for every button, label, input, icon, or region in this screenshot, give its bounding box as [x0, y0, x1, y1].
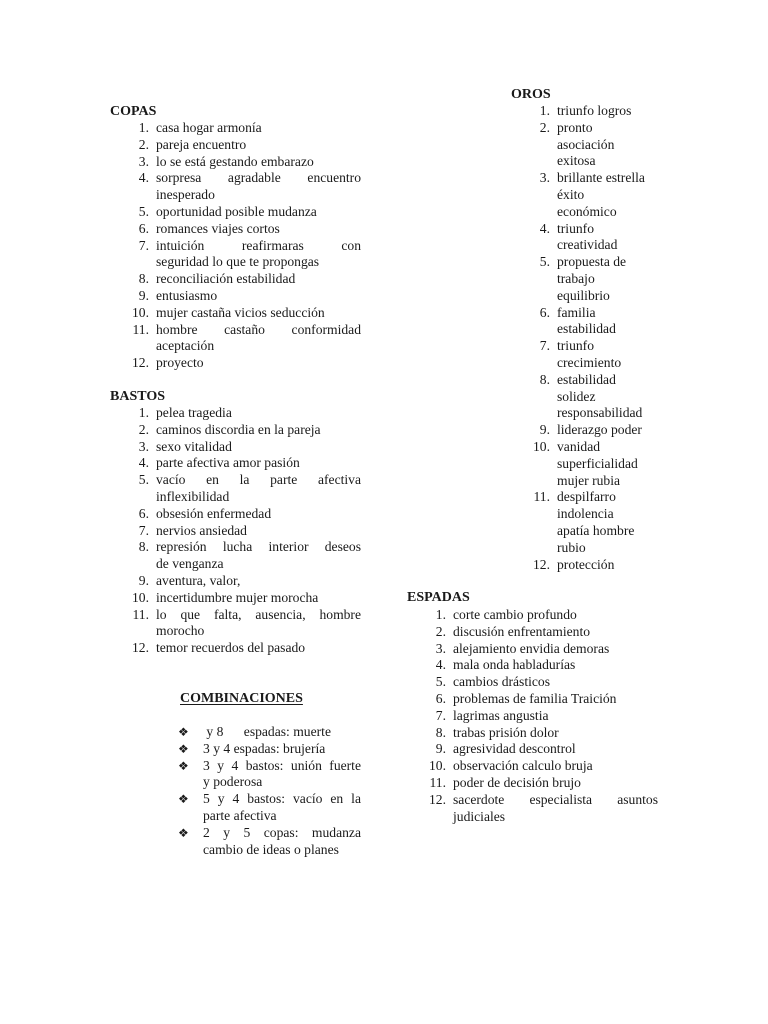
copas-item — [132, 321, 361, 356]
combinaciones-title: COMBINACIONES — [180, 691, 303, 706]
diamond-bullet-icon: ❖ — [178, 792, 189, 807]
copas-item — [138, 220, 361, 238]
oros-item-number: 2. — [539, 119, 550, 135]
oros-list — [533, 103, 667, 573]
bastos-item — [138, 438, 361, 456]
diamond-bullet-icon: ❖ — [178, 825, 189, 840]
oros-item — [533, 438, 667, 489]
bastos-item-text: parte afectiva amor pasión — [156, 455, 300, 471]
copas-item-number: 10. — [132, 304, 149, 320]
bastos-item-text: sexo vitalidad — [156, 438, 232, 454]
oros-item-text: solidez — [557, 388, 596, 404]
oros-item-number: 10. — [533, 438, 550, 454]
oros-item-number: 11. — [533, 489, 550, 505]
bastos-item-text: pelea tragedia — [156, 405, 232, 420]
oros-item-number: 3. — [539, 170, 550, 186]
bastos-item-text: aventura, valor, — [156, 572, 241, 588]
bastos-item-text: caminos discordia en la pareja — [156, 421, 321, 437]
bastos-item — [138, 505, 361, 523]
oros-item-number: 4. — [539, 220, 550, 236]
bastos-item-number: 10. — [132, 589, 149, 605]
oros-item-text: liderazgo poder — [557, 422, 642, 438]
oros-item-text: económico — [557, 203, 617, 219]
bastos-item-text: de venganza — [156, 556, 224, 572]
espadas-item-number: 3. — [435, 640, 446, 656]
combinaciones-item-text: cambio de ideas o planes — [203, 841, 339, 857]
bastos-item-text: morocho — [156, 623, 205, 639]
oros-item-text: exitosa — [557, 153, 596, 169]
copas-item — [132, 355, 361, 372]
oros-item-text: estabilidad — [557, 371, 616, 387]
espadas-item — [435, 640, 658, 658]
espadas-item-number: 12. — [429, 791, 446, 807]
copas-item-text: lo se está gestando embarazo — [156, 153, 314, 169]
oros-item-text: rubio — [557, 539, 586, 555]
espadas-item-number: 7. — [435, 707, 446, 723]
diamond-bullet-icon: ❖ — [178, 741, 189, 756]
oros-item-text: triunfo logros — [557, 103, 632, 118]
oros-item-text: pronto — [557, 119, 593, 135]
oros-item — [539, 304, 667, 339]
oros-item — [539, 103, 667, 120]
espadas-item-number: 8. — [435, 724, 446, 740]
oros-item — [539, 119, 667, 170]
oros-item-text: triunfo — [557, 338, 594, 354]
copas-item-number: 8. — [138, 271, 149, 287]
espadas-item-number: 9. — [435, 741, 446, 757]
copas-item — [138, 120, 361, 137]
combinaciones-item-text: 3 y 4 bastos: unión fuerte — [203, 757, 361, 773]
espadas-title: ESPADAS — [407, 590, 470, 605]
copas-item-number: 11. — [132, 321, 149, 337]
copas-item — [138, 170, 361, 204]
bastos-item — [138, 472, 361, 506]
espadas-item-text: corte cambio profundo — [453, 607, 577, 622]
bastos-item — [138, 405, 361, 422]
oros-item-text: brillante estrella — [557, 170, 645, 186]
espadas-item-text: lagrimas angustia — [453, 707, 549, 723]
espadas-item — [429, 758, 658, 775]
copas-item — [138, 237, 361, 272]
oros-item — [539, 254, 667, 304]
copas-item-text: mujer castaña vicios seducción — [156, 304, 325, 320]
bastos-item-number: 8. — [138, 539, 149, 555]
bastos-item-number: 12. — [132, 640, 149, 656]
oros-item — [539, 371, 667, 422]
bastos-item-number: 9. — [138, 572, 149, 588]
espadas-item — [435, 623, 658, 641]
diamond-bullet-icon: ❖ — [178, 758, 189, 773]
oros-item-text: creatividad — [557, 237, 618, 253]
oros-item-number: 8. — [539, 371, 550, 387]
oros-item-text: responsabilidad — [557, 405, 643, 421]
oros-item-number: 9. — [539, 422, 550, 438]
diamond-bullet-icon: ❖ — [178, 725, 189, 739]
oros-item-number: 1. — [539, 103, 550, 118]
bastos-item — [132, 640, 361, 657]
oros-item-text: vanidad — [557, 438, 601, 454]
copas-item — [138, 153, 361, 171]
espadas-item-text: agresividad descontrol — [453, 741, 576, 757]
combinaciones-item-text: y 8 espadas: muerte — [203, 724, 331, 739]
copas-item — [138, 203, 361, 221]
bastos-item — [132, 606, 361, 641]
bastos-item-text: vacío en la parte afectiva — [156, 472, 361, 488]
bastos-title: BASTOS — [110, 389, 165, 404]
copas-item-text: intuición reafirmaras con — [156, 237, 361, 253]
espadas-item-number: 5. — [435, 674, 446, 690]
combinaciones-item — [178, 740, 361, 758]
bastos-item-number: 5. — [138, 472, 149, 488]
oros-item-text: protección — [557, 556, 615, 572]
oros-item-text: superficialidad — [557, 455, 638, 471]
espadas-item-number: 2. — [435, 623, 446, 639]
oros-item-number: 6. — [539, 304, 550, 320]
copas-item-text: entusiasmo — [156, 287, 218, 303]
oros-item-text: asociación — [557, 136, 615, 152]
espadas-item-text: judiciales — [453, 808, 506, 824]
espadas-item — [435, 674, 658, 691]
espadas-item-number: 10. — [429, 758, 446, 774]
bastos-item — [138, 421, 361, 439]
bastos-item — [132, 589, 361, 607]
bastos-item — [138, 455, 361, 472]
copas-item-text: seguridad lo que te propongas — [156, 254, 320, 270]
bastos-item-text: obsesión enfermedad — [156, 505, 272, 521]
oros-title: OROS — [511, 87, 551, 102]
copas-item-text: hombre castaño conformidad — [156, 321, 361, 337]
copas-item-number: 12. — [132, 355, 149, 371]
bastos-item-text: represión lucha interior deseos — [156, 539, 361, 555]
copas-item-number: 7. — [138, 237, 149, 253]
oros-item-text: familia — [557, 304, 596, 320]
bastos-item — [138, 522, 361, 540]
copas-item-number: 4. — [138, 170, 149, 186]
copas-item-number: 9. — [138, 287, 149, 303]
combinaciones-item — [178, 791, 361, 825]
copas-item-number: 1. — [138, 120, 149, 135]
oros-item-text: propuesta de — [557, 254, 627, 270]
oros-item-text: indolencia — [557, 506, 614, 522]
combinaciones-item — [178, 757, 361, 792]
espadas-item-text: cambios drásticos — [453, 674, 551, 690]
oros-item-text: triunfo — [557, 220, 594, 236]
espadas-item-number: 4. — [435, 657, 446, 673]
espadas-item-number: 11. — [429, 774, 446, 790]
bastos-item-text: incertidumbre mujer morocha — [156, 589, 319, 605]
espadas-item-text: poder de decisión brujo — [453, 774, 581, 790]
copas-item-number: 3. — [138, 153, 149, 169]
bastos-list — [132, 405, 361, 657]
espadas-item — [435, 657, 658, 674]
espadas-item — [429, 791, 658, 826]
oros-item-text: éxito — [557, 186, 585, 202]
combinaciones-list — [178, 724, 361, 858]
combinaciones-item-text: 3 y 4 espadas: brujería — [203, 740, 326, 756]
oros-item — [533, 556, 667, 574]
bastos-item — [138, 572, 361, 590]
oros-item-text: equilibrio — [557, 287, 610, 303]
espadas-item-text: discusión enfrentamiento — [453, 623, 591, 639]
oros-item — [539, 338, 667, 372]
oros-item-number: 7. — [539, 338, 550, 354]
oros-item-number: 12. — [533, 556, 550, 572]
espadas-item-number: 1. — [435, 607, 446, 622]
oros-item — [539, 170, 667, 220]
bastos-item-text: inflexibilidad — [156, 488, 230, 504]
bastos-item-number: 3. — [138, 438, 149, 454]
bastos-item-number: 6. — [138, 505, 149, 521]
copas-item-text: aceptación — [156, 338, 215, 354]
bastos-item-number: 2. — [138, 421, 149, 437]
bastos-item-number: 11. — [132, 606, 149, 622]
combinaciones-item-text: 2 y 5 copas: mudanza — [203, 824, 361, 840]
espadas-item — [435, 607, 658, 624]
oros-item-text: trabajo — [557, 270, 595, 286]
combinaciones-item-text: y poderosa — [203, 774, 263, 790]
copas-item — [138, 271, 361, 288]
copas-item-number: 5. — [138, 203, 149, 219]
copas-item-text: inesperado — [156, 187, 215, 203]
bastos-item — [138, 539, 361, 573]
combinaciones-item-text: 5 y 4 bastos: vacío en la — [203, 791, 361, 807]
copas-item — [138, 287, 361, 305]
espadas-item-text: trabas prisión dolor — [453, 724, 559, 740]
oros-item — [539, 220, 667, 255]
copas-item-text: casa hogar armonía — [156, 120, 262, 135]
espadas-item-text: sacerdote especialista asuntos — [453, 791, 658, 807]
bastos-item-number: 7. — [138, 522, 149, 538]
copas-item-text: romances viajes cortos — [156, 220, 280, 236]
combinaciones-item — [178, 724, 361, 741]
espadas-item-number: 6. — [435, 690, 446, 706]
copas-item-text: oportunidad posible mudanza — [156, 203, 317, 219]
copas-item-text: pareja encuentro — [156, 136, 247, 152]
oros-item — [533, 489, 667, 556]
bastos-item-text: nervios ansiedad — [156, 522, 247, 538]
copas-item — [132, 304, 361, 322]
espadas-item — [435, 741, 658, 758]
bastos-item-number: 1. — [138, 405, 149, 420]
espadas-item — [435, 707, 658, 725]
oros-item-text: mujer rubia — [557, 472, 621, 488]
espadas-item-text: mala onda habladurías — [453, 657, 576, 673]
bastos-item-text: temor recuerdos del pasado — [156, 640, 306, 656]
oros-item-text: crecimiento — [557, 354, 622, 370]
copas-item — [138, 136, 361, 154]
copas-list — [132, 120, 361, 372]
espadas-item-text: observación calculo bruja — [453, 758, 593, 774]
oros-item-text: despilfarro — [557, 489, 616, 505]
espadas-item — [435, 690, 658, 708]
copas-item-text: reconciliación estabilidad — [156, 271, 296, 287]
copas-item-text: proyecto — [156, 355, 204, 371]
combinaciones-item-text: parte afectiva — [203, 807, 277, 823]
copas-item-number: 2. — [138, 136, 149, 152]
espadas-item — [429, 774, 658, 792]
oros-item — [539, 422, 667, 439]
bastos-item-text: lo que falta, ausencia, hombre — [156, 606, 361, 622]
oros-item-text: estabilidad — [557, 321, 616, 337]
espadas-item-text: alejamiento envidia demoras — [453, 640, 610, 656]
bastos-item-number: 4. — [138, 455, 149, 471]
copas-title: COPAS — [110, 104, 157, 119]
copas-item-number: 6. — [138, 220, 149, 236]
espadas-item-text: problemas de familia Traición — [453, 690, 617, 706]
espadas-list — [429, 607, 658, 825]
oros-item-text: apatía hombre — [557, 522, 635, 538]
copas-item-text: sorpresa agradable encuentro — [156, 170, 361, 186]
combinaciones-item — [178, 824, 361, 859]
espadas-item — [435, 724, 658, 742]
oros-item-number: 5. — [539, 254, 550, 270]
